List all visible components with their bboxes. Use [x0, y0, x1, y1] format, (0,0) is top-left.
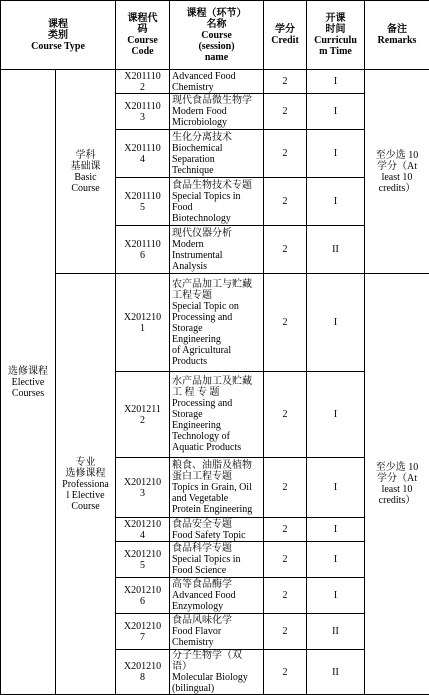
course-name: 食品科学专题 Special Topics in Food Science [170, 542, 264, 578]
professional-remarks: 至少选 10 学分（At least 10 credits） [365, 274, 429, 695]
course-code: X201110 4 [116, 130, 170, 178]
course-name: 农产品加工与贮藏 工程专题 Special Topic on Processing and Storage Engineering of Agricultural Products [170, 274, 264, 372]
course-time: I [307, 518, 365, 542]
course-time: I [307, 274, 365, 372]
course-time: II [307, 650, 365, 695]
course-code: X201210 7 [116, 614, 170, 650]
header-course-type: 课程 类别 Course Type [1, 1, 116, 70]
course-name: 食品安全专题 Food Safety Topic [170, 518, 264, 542]
course-code: X201110 6 [116, 226, 170, 274]
professional-elective-label: 专业 选修课程 Professiona l Elective Course [56, 274, 116, 695]
header-row [1, 1, 429, 70]
course-code: X201110 2 [116, 70, 170, 94]
elective-courses-label: 选修课程 Elective Courses [1, 70, 56, 695]
course-code: X201210 3 [116, 458, 170, 518]
course-time: I [307, 178, 365, 226]
header-remarks: 备注 Remarks [365, 1, 429, 70]
course-time: I [307, 70, 365, 94]
course-credit: 2 [264, 274, 307, 372]
course-name: 现代食品微生物学 Modern Food Microbiology [170, 94, 264, 130]
basic-course-label: 学科 基础课 Basic Course [56, 70, 116, 274]
course-credit: 2 [264, 94, 307, 130]
course-code: X201210 6 [116, 578, 170, 614]
table-row [1, 274, 429, 372]
course-code: X201211 2 [116, 372, 170, 458]
course-code: X201110 3 [116, 94, 170, 130]
header-course-name: 课程（环节） 名称 Course (session) name [170, 1, 264, 70]
course-code: X201110 5 [116, 178, 170, 226]
course-time: II [307, 614, 365, 650]
course-name: 分子生物学（双语） Molecular Biology (bilingual) [170, 650, 264, 695]
course-credit: 2 [264, 614, 307, 650]
header-curriculum-time: 开课 时间 Curriculu m Time [307, 1, 365, 70]
course-name: 水产品加工及贮藏 工 程 专 题 Processing and Storage Engineering Technology of Aquatic Products [170, 372, 264, 458]
course-code: X201210 8 [116, 650, 170, 695]
table-row [1, 70, 429, 94]
course-credit: 2 [264, 70, 307, 94]
course-credit: 2 [264, 650, 307, 695]
course-credit: 2 [264, 542, 307, 578]
course-credit: 2 [264, 372, 307, 458]
course-name: 高等食品酶学 Advanced Food Enzymology [170, 578, 264, 614]
course-credit: 2 [264, 226, 307, 274]
course-name: 现代仪器分析 Modern Instrumental Analysis [170, 226, 264, 274]
course-name: 粮食、油脂及植物 蛋白工程专题 Topics in Grain, Oil and Vegetable Protein Engineering [170, 458, 264, 518]
course-name: Advanced Food Chemistry [170, 70, 264, 94]
course-time: II [307, 226, 365, 274]
course-credit: 2 [264, 578, 307, 614]
course-credit: 2 [264, 518, 307, 542]
course-name: 食品生物技术专题 Special Topics in Food Biotechnology [170, 178, 264, 226]
header-course-code: 课程代 码 Course Code [116, 1, 170, 70]
course-credit: 2 [264, 458, 307, 518]
course-code: X201210 1 [116, 274, 170, 372]
course-name: 食品风味化学 Food Flavor Chemistry [170, 614, 264, 650]
course-time: I [307, 372, 365, 458]
course-name: 生化分离技术 Biochemical Separation Technique [170, 130, 264, 178]
course-code: X201210 4 [116, 518, 170, 542]
course-credit: 2 [264, 178, 307, 226]
course-time: I [307, 130, 365, 178]
course-code: X201210 5 [116, 542, 170, 578]
course-credit: 2 [264, 130, 307, 178]
course-time: I [307, 578, 365, 614]
course-time: I [307, 542, 365, 578]
basic-remarks: 至少选 10 学分（At least 10 credits） [365, 70, 429, 274]
header-credit: 学分 Credit [264, 1, 307, 70]
course-time: I [307, 94, 365, 130]
course-time: I [307, 458, 365, 518]
